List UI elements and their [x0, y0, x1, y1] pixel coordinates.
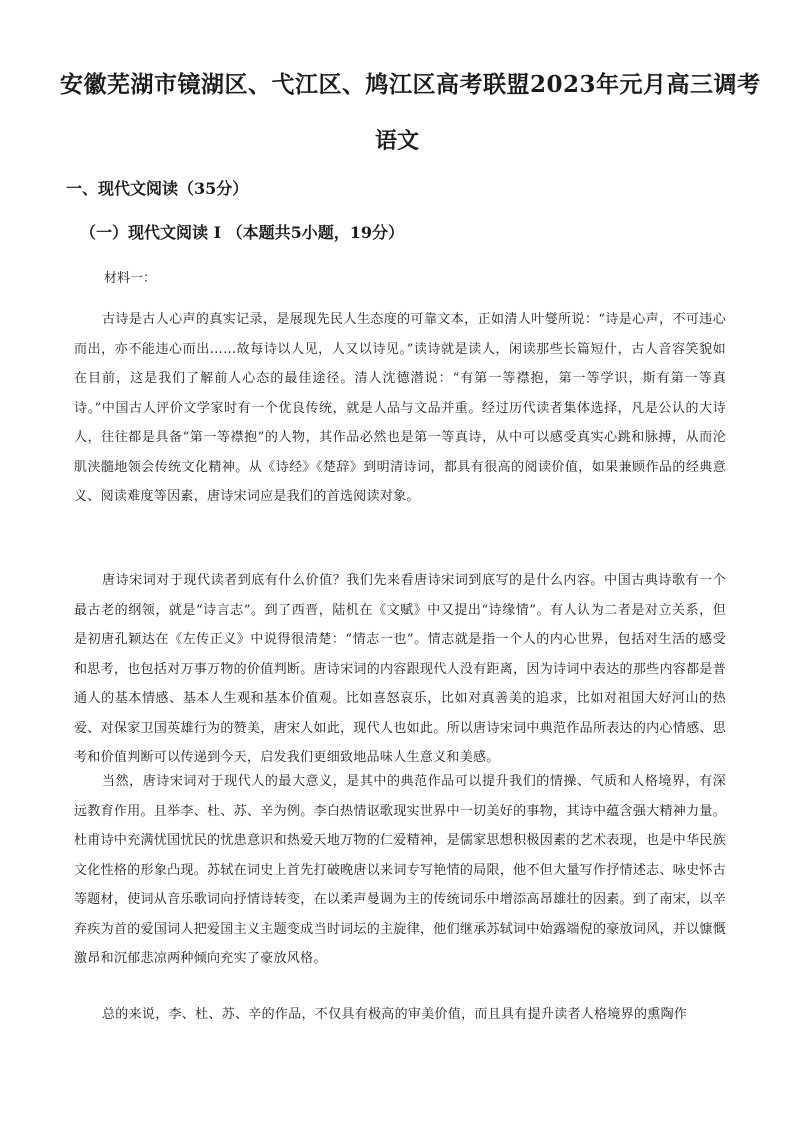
- body-paragraph: 当然，唐诗宋词对于现代人的最大意义，是其中的典范作品可以提升我们的情操、气质和人格境界，有深远教育作用。且举李、杜、苏、辛为例。李白热情讴歌现实世界中一切美好的事物，其诗中蕴含强大精神力量。杜甫诗中充满忧国忧民的忧患意识和热爱天地万物的仁爱精神，是儒家思想积极因素的艺术表现，也是中华民族文化性格的形象凸现。苏轼在词史上首先打破晚唐以来词专写艳情的局限，他不但大量写作抒情述志、咏史怀古等题材，使词从音乐歌词向抒情诗转变，在以柔声曼调为主的传统词乐中增添高昂雄壮的因素。到了南宋，以辛弃疾为首的爱国词人把爱国主义主题变成当时词坛的主旋律，他们继承苏轼词中始露端倪的豪放词风，并以慷慨激昂和沉郁悲凉两种倾向充实了豪放风格。: [74, 774, 726, 966]
- body-paragraph: 唐诗宋词对于现代读者到底有什么价值？我们先来看唐诗宋词到底写的是什么内容。中国古典诗歌有一个最古老的纲领，就是“诗言志”。到了西晋，陆机在《文赋》中又提出“诗缘情”。有人认为二者是对立关系，但是初唐孔颖达在《左传正义》中说得很清楚：“情志一也”。情志就是指一个人的内心世界，包括对生活的感受和思考，也包括对万事万物的价值判断。唐诗宋词的内容跟现代人没有距离，因为诗词中表达的那些内容都是普通人的基本情感、基本人生观和基本价值观。比如喜怒哀乐，比如对真善美的追求，比如对祖国大好河山的热爱、对保家卫国英雄行为的赞美，唐宋人如此，现代人也如此。所以唐诗宋词中典范作品所表达的内心情感、思考和价值判断可以传递到今天，启发我们更细致地品味人生意义和美感。: [74, 573, 726, 765]
- document-title: 安徽芜湖市镜湖区、弋江区、鸠江区高考联盟2023年元月高三调考: [60, 71, 761, 98]
- subject-title: 语文: [374, 128, 419, 154]
- subsection-heading: （一）现代文阅读 I （本题共5小题，19分）: [80, 223, 405, 242]
- body-paragraph: 总的来说，李、杜、苏、辛的作品，不仅具有极高的审美价值，而且具有提升读者人格境界的熏陶作: [102, 1007, 688, 1022]
- section-heading: 一、现代文阅读（35分）: [66, 179, 249, 198]
- material-label: 材料一：: [104, 271, 157, 286]
- body-paragraph: 古诗是古人心声的真实记录，是展现先民人生态度的可靠文本，正如清人叶燮所说：“诗是心声，不可违心而出，亦不能违心而出……故每诗以人见，人又以诗见。”读诗就是读人，闲读那些长篇短什，古人音容笑貌如在目前，这是我们了解前人心态的最佳途径。清人沈德潜说：“有第一等襟抱，第一等学识，斯有第一等真诗。”中国古人评价文学家时有一个优良传统，就是人品与文品并重。经过历代读者集体选择，凡是公认的大诗人，往往都是具备“第一等襟抱”的人物，其作品必然也是第一等真诗，从中可以感受真实心跳和脉搏，从而沦肌浃髓地领会传统文化精神。从《诗经》《楚辞》到明清诗词，都具有很高的阅读价值，如果兼顾作品的经典意义、阅读难度等因素，唐诗宋词应是我们的首选阅读对象。: [74, 312, 726, 504]
